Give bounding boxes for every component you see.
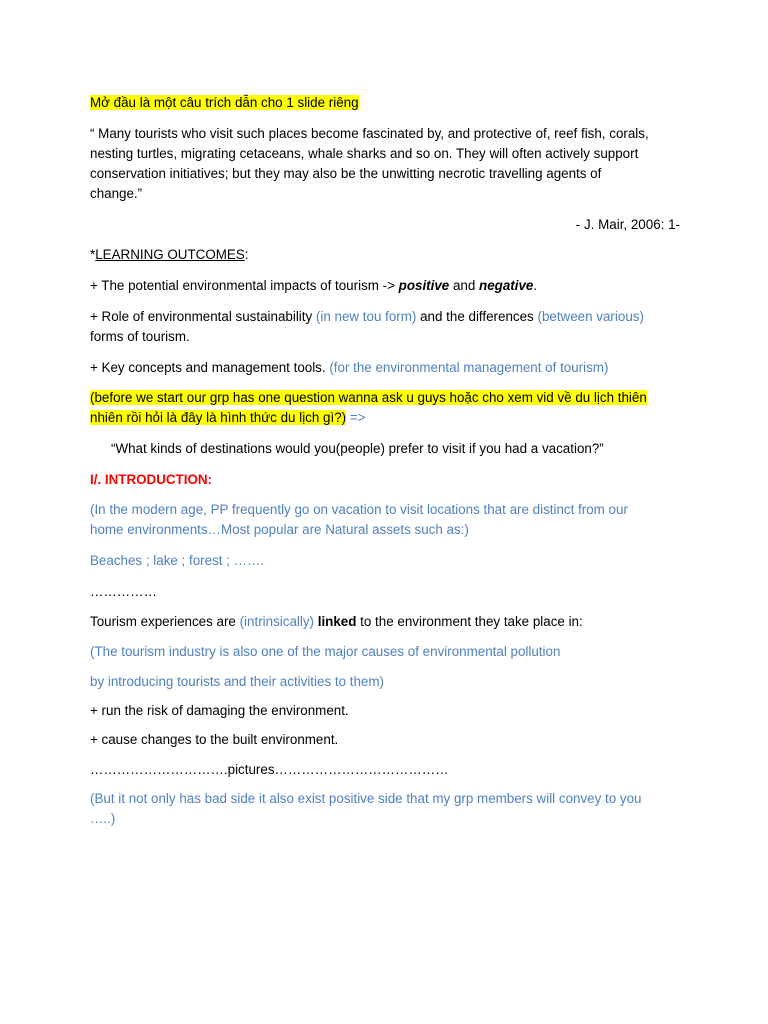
outcome-item-2: + Role of environmental sustainability (in new tou form) and the differences (between various) (90, 309, 644, 324)
risk-item-1: + run the risk of damaging the environment. (90, 703, 349, 718)
closing-note-line-1: (But it not only has bad side it also exist positive side that my grp members will convey to you (90, 791, 642, 806)
pollution-note-line-2: by introducing tourists and their activities to them) (90, 674, 384, 689)
risk-item-2: + cause changes to the built environment. (90, 732, 339, 747)
outcome-item-3: + Key concepts and management tools. (for the environmental management of tourism) (90, 360, 609, 375)
outcome-item-2-continued: forms of tourism. (90, 329, 190, 344)
question-note-line-2: nhiên rồi hỏi là đây là hình thức du lịch gì?) => (90, 410, 366, 425)
section-introduction-heading: I/. INTRODUCTION: (90, 472, 212, 487)
intro-note: Mở đầu là một câu trích dẫn cho 1 slide riêng (90, 95, 359, 110)
question-text: “What kinds of destinations would you(people) prefer to visit if you had a vacation?” (111, 441, 604, 456)
learning-outcomes-heading: *LEARNING OUTCOMES: (90, 247, 249, 262)
tourism-linked-line: Tourism experiences are (intrinsically) linked to the environment they take place in: (90, 614, 583, 629)
quote-line-4: change.” (90, 186, 143, 201)
quote-line-3: conservation initiatives; but they may also be the unwitting necrotic travelling agents of (90, 166, 602, 181)
quote-citation: - J. Mair, 2006: 1- (575, 217, 680, 232)
pictures-placeholder: ………………………….pictures………………………………… (90, 762, 449, 777)
quote-line-2: nesting turtles, migrating cetaceans, whale sharks and so on. They will often actively support (90, 146, 639, 161)
dots-line: …………… (90, 584, 157, 599)
pollution-note-line-1: (The tourism industry is also one of the major causes of environmental pollution (90, 644, 561, 659)
outcome-item-1: + The potential environmental impacts of tourism -> positive and negative. (90, 278, 538, 293)
natural-assets-examples: Beaches ; lake ; forest ; ……. (90, 553, 265, 568)
question-note-line-1: (before we start our grp has one question wanna ask u guys hoặc cho xem vid về du lịch thiên (90, 390, 647, 405)
intro-note-line-2: home environments…Most popular are Natural assets such as:) (90, 522, 469, 537)
intro-note-line-1: (In the modern age, PP frequently go on vacation to visit locations that are distinct from our (90, 502, 628, 517)
closing-note-line-2: …..) (90, 811, 116, 826)
quote-line-1: “ Many tourists who visit such places become fascinated by, and protective of, reef fish, corals, (90, 126, 649, 141)
